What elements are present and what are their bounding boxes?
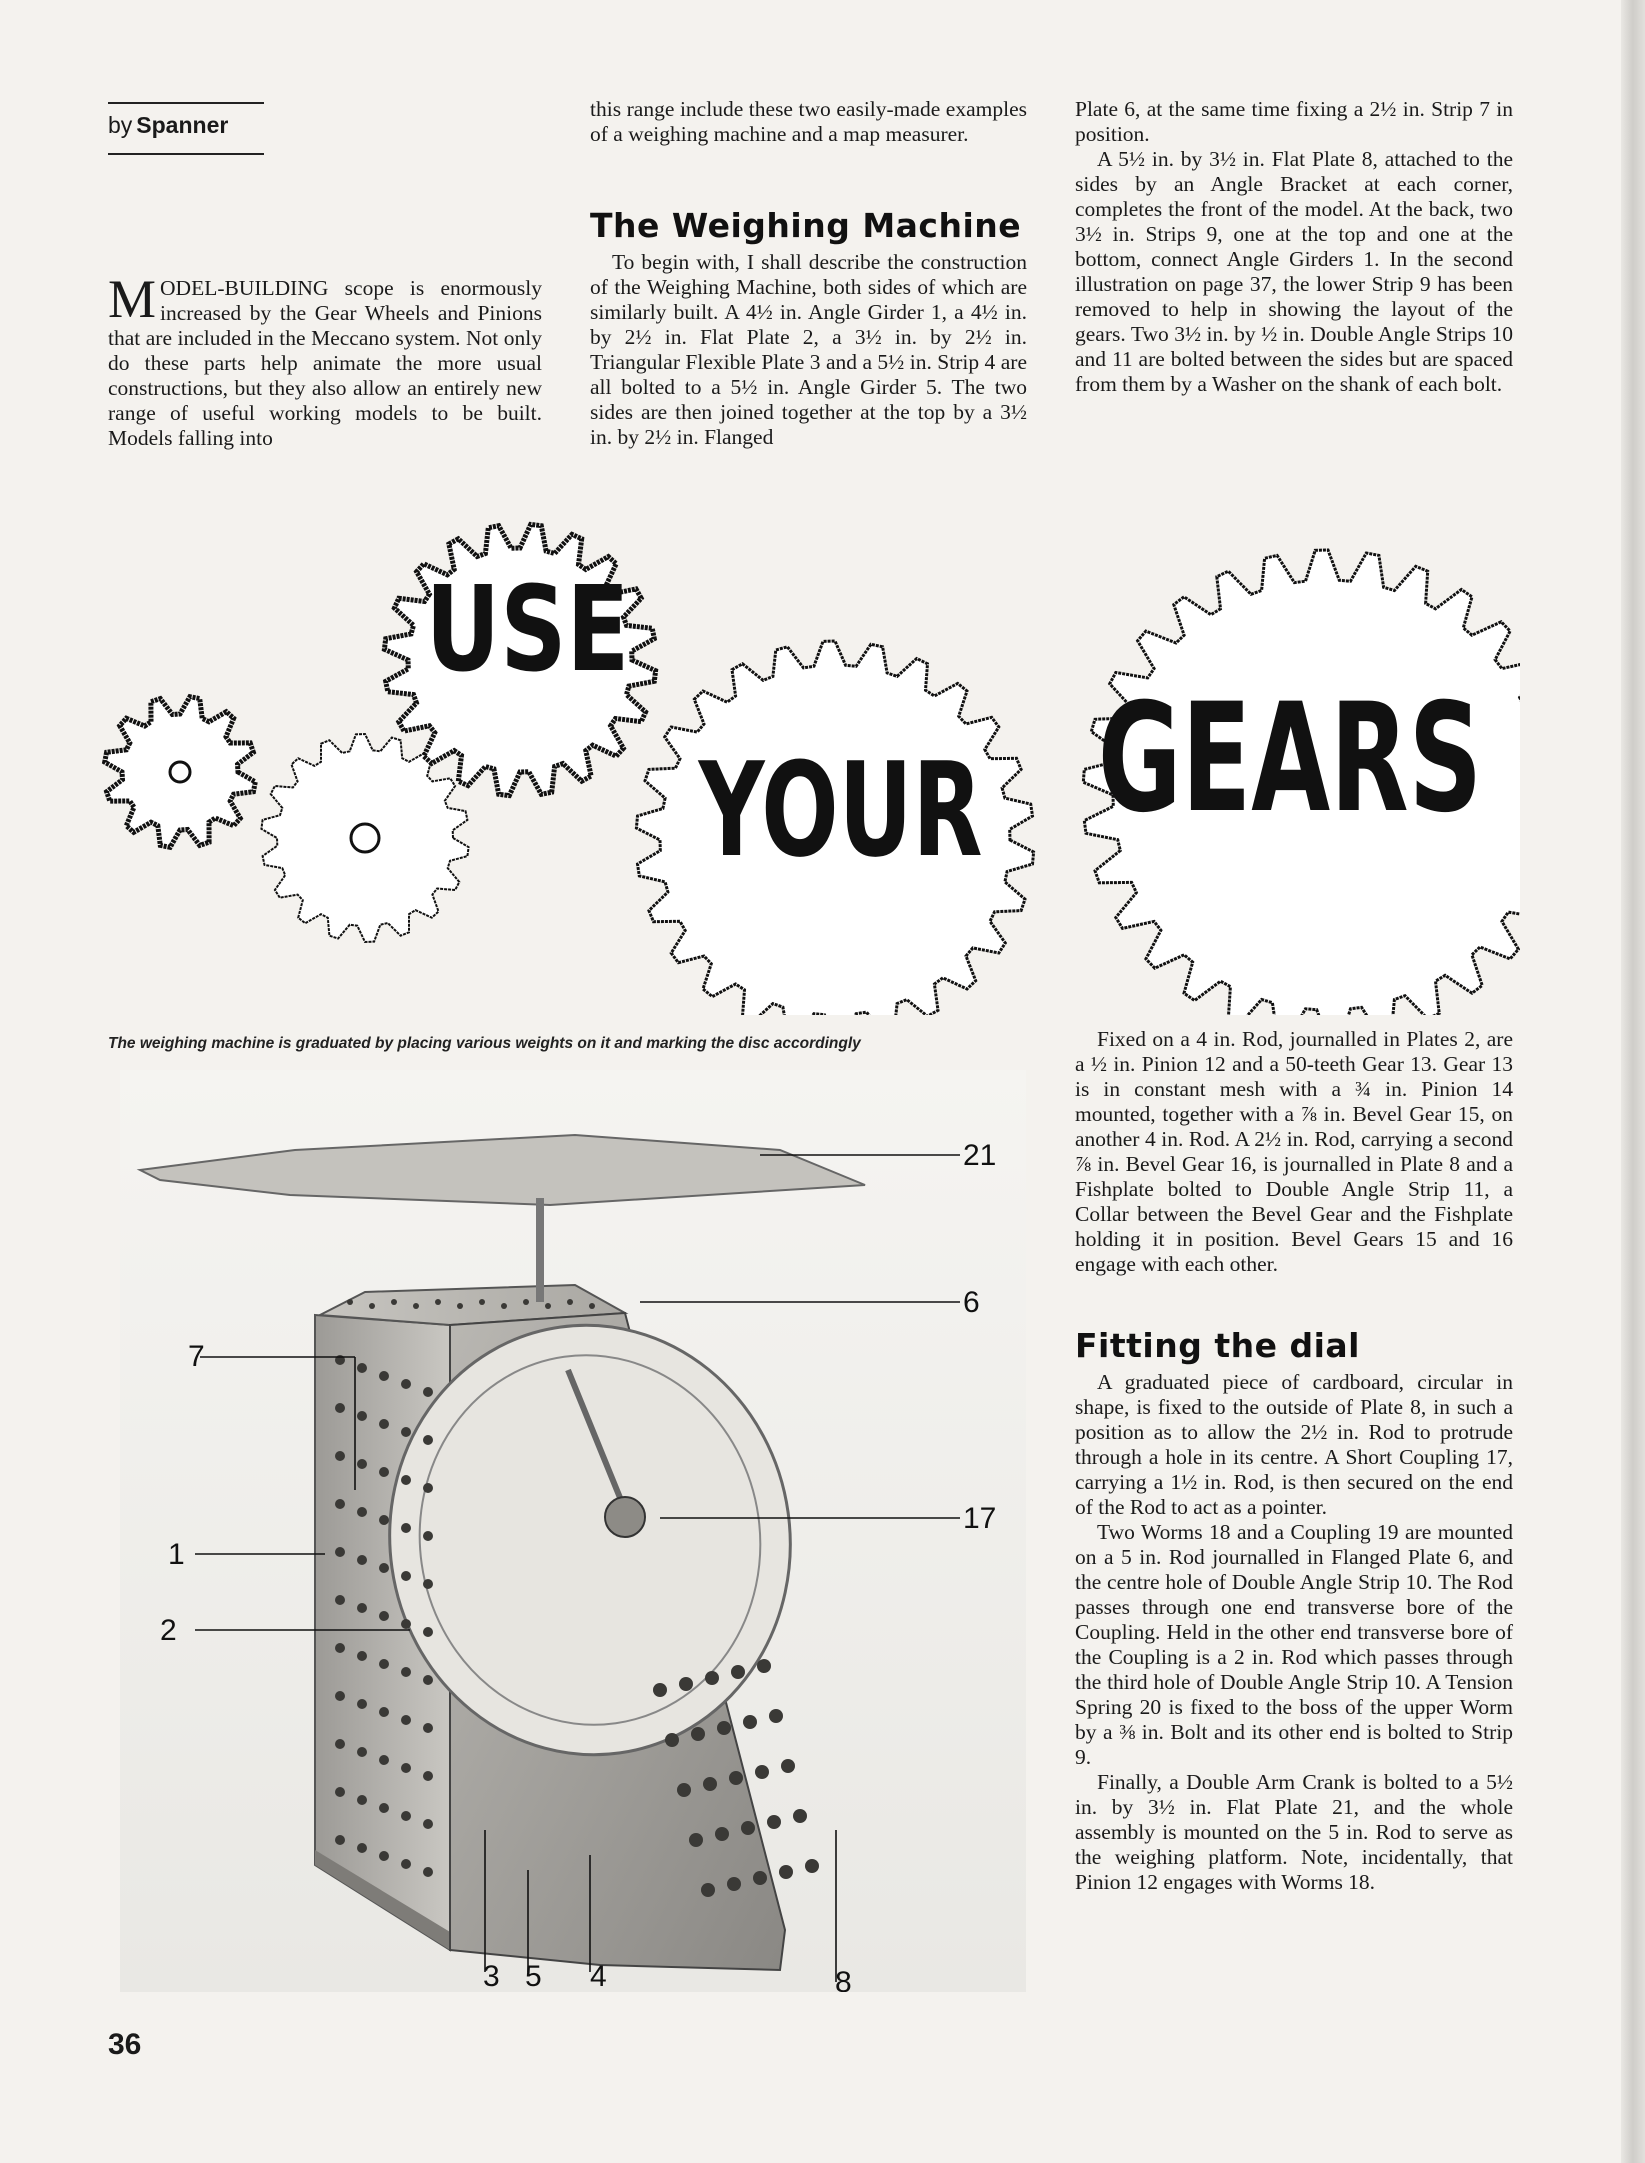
side-plate-hole: [357, 1603, 367, 1613]
side-plate-hole: [423, 1627, 433, 1637]
label-17: 17: [963, 1502, 997, 1535]
intro-text: ODEL-BUILDING scope is enormously increased by the Gear Wheels and Pinions that are included in the Meccano system. Not only do these parts help animate the more usual constructions, but they also allow an entirely new range of useful working models to be built. Models falling into: [108, 276, 542, 450]
side-plate-hole: [401, 1619, 411, 1629]
label-1: 1: [168, 1538, 185, 1571]
top-plate-hole: [567, 1299, 573, 1305]
front-plate-hole: [653, 1683, 667, 1697]
side-plate-hole: [423, 1435, 433, 1445]
front-plate-hole: [753, 1871, 767, 1885]
front-plate-hole: [779, 1865, 793, 1879]
side-plate-hole: [357, 1651, 367, 1661]
col3-paragraph-1: Plate 6, at the same time fixing a 2½ in. Strip 7 in position.: [1075, 97, 1513, 146]
photo-caption: The weighing machine is graduated by placing various weights on it and marking the disc accordingly: [108, 1035, 861, 1052]
top-plate-hole: [479, 1299, 485, 1305]
front-plate-hole: [715, 1827, 729, 1841]
dial-paragraph-3: Finally, a Double Arm Crank is bolted to a 5½ in. by 3½ in. Flat Plate 21, and the whole assembly is mounted on the 5 in. Rod to serve as the weighing platform. Note, incidentally, that Pinion 12 engages with Worms 18.: [1075, 1770, 1513, 1894]
front-plate-hole: [755, 1765, 769, 1779]
heading-weighing-machine: The Weighing Machine: [590, 206, 1022, 245]
side-plate-hole: [401, 1859, 411, 1869]
small-gear-left: [105, 697, 256, 848]
top-plate-hole: [589, 1303, 595, 1309]
front-plate-hole: [805, 1859, 819, 1873]
side-plate-hole: [379, 1371, 389, 1381]
top-plate-hole: [391, 1299, 397, 1305]
front-plate-hole: [793, 1809, 807, 1823]
page-edge: [1621, 0, 1645, 2163]
label-3: 3: [483, 1960, 500, 1992]
front-plate-hole: [781, 1759, 795, 1773]
side-plate-hole: [335, 1787, 345, 1797]
side-plate-hole: [379, 1707, 389, 1717]
byline: [108, 102, 264, 155]
side-plate-hole: [335, 1643, 345, 1653]
side-plate-hole: [379, 1851, 389, 1861]
dial-paragraph-2: Two Worms 18 and a Coupling 19 are mounted on a 5 in. Rod journalled in Flanged Plate 6, and the centre hole of Double Angle Strip 10. The Rod passes through one end transverse bore of the Coupling. Held in the other end transverse bore of the Coupling is a 2 in. Rod which passes through the third hole of Double Angle Strip 10. A Tension Spring 20 is fixed to the boss of the upper Worm by a ⅜ in. Bolt and its other end is bolted to Strip 9.: [1075, 1520, 1513, 1769]
title-gears: [100, 495, 1520, 1015]
label-8: 8: [835, 1966, 852, 1992]
front-plate-hole: [757, 1659, 771, 1673]
side-plate-hole: [401, 1427, 411, 1437]
side-plate-hole: [357, 1555, 367, 1565]
side-plate-hole: [335, 1595, 345, 1605]
side-plate-hole: [423, 1483, 433, 1493]
coupling: [605, 1497, 645, 1537]
byline-prefix: by: [108, 112, 133, 138]
weighing-column: [590, 250, 1027, 450]
side-plate-hole: [335, 1499, 345, 1509]
front-plate-hole: [731, 1665, 745, 1679]
side-plate-hole: [357, 1843, 367, 1853]
intro-column: [108, 269, 542, 451]
side-plate-hole: [379, 1755, 389, 1765]
front-plate-hole: [677, 1783, 691, 1797]
side-plate-hole: [379, 1611, 389, 1621]
label-21: 21: [963, 1139, 997, 1172]
small-gear-middle: [261, 734, 468, 942]
side-plate-hole: [379, 1467, 389, 1477]
side-plate-hole: [379, 1419, 389, 1429]
dial-column: [1075, 1370, 1513, 1895]
front-plate-hole: [691, 1727, 705, 1741]
front-plate-hole: [689, 1833, 703, 1847]
top-plate-hole: [369, 1303, 375, 1309]
side-plate-hole: [335, 1739, 345, 1749]
side-plate-hole: [401, 1379, 411, 1389]
side-plate-hole: [357, 1507, 367, 1517]
label-6: 6: [963, 1286, 980, 1319]
side-plate-hole: [401, 1571, 411, 1581]
label-5: 5: [525, 1960, 542, 1992]
title-word-gears: GEARS: [1097, 672, 1483, 847]
byline-author: Spanner: [136, 112, 229, 138]
heading-fitting-dial: Fitting the dial: [1075, 1326, 1360, 1365]
front-plate-hole: [729, 1771, 743, 1785]
front-plate-hole: [767, 1815, 781, 1829]
front-plate-hole: [701, 1883, 715, 1897]
side-plate-hole: [335, 1451, 345, 1461]
side-plate-hole: [401, 1523, 411, 1533]
side-plate-hole: [401, 1763, 411, 1773]
side-plate-hole: [379, 1659, 389, 1669]
label-2: 2: [160, 1614, 177, 1647]
col2-top-text: this range include these two easily-made examples of a weighing machine and a map measurer.: [590, 97, 1027, 146]
side-plate-hole: [335, 1403, 345, 1413]
col3-paragraph-2: A 5½ in. by 3½ in. Flat Plate 8, attached to the sides by an Angle Bracket at each corner, completes the front of the model. At the back, two 3½ in. Strips 9, one at the top and one at the bottom, connect Angle Girders 1. In the second illustration on page 37, the lower Strip 9 has been removed to help in showing the layout of the gears. Two 3½ in. by ½ in. Double Angle Strips 10 and 11 are bolted between the sides but are spaced from them by a Washer on the shank of each bolt.: [1075, 147, 1513, 396]
side-plate-hole: [423, 1675, 433, 1685]
side-plate-hole: [423, 1771, 433, 1781]
side-plate-hole: [401, 1475, 411, 1485]
side-plate-hole: [401, 1667, 411, 1677]
top-plate-hole: [347, 1299, 353, 1305]
front-plate-hole: [703, 1777, 717, 1791]
column-three-bottom: [1075, 1027, 1513, 1277]
top-plate-hole: [435, 1299, 441, 1305]
side-plate-hole: [379, 1515, 389, 1525]
side-plate-hole: [335, 1691, 345, 1701]
side-plate-hole: [357, 1411, 367, 1421]
front-plate-hole: [705, 1671, 719, 1685]
side-plate-hole: [357, 1363, 367, 1373]
title-word-use: USE: [425, 560, 630, 698]
label-7: 7: [188, 1340, 205, 1373]
front-plate-hole: [741, 1821, 755, 1835]
side-plate-hole: [401, 1811, 411, 1821]
side-plate-hole: [357, 1747, 367, 1757]
front-plate-hole: [743, 1715, 757, 1729]
front-plate-hole: [679, 1677, 693, 1691]
drop-cap: M: [108, 269, 157, 329]
side-plate-hole: [335, 1835, 345, 1845]
column-two-top: [590, 97, 1027, 147]
side-plate-hole: [423, 1579, 433, 1589]
side-plate-hole: [423, 1819, 433, 1829]
top-plate-hole: [457, 1303, 463, 1309]
side-plate-hole: [357, 1459, 367, 1469]
side-plate-hole: [423, 1723, 433, 1733]
front-plate-hole: [727, 1877, 741, 1891]
side-plate-hole: [357, 1795, 367, 1805]
page-number: 36: [108, 2028, 142, 2061]
side-plate-hole: [357, 1699, 367, 1709]
front-plate-hole: [769, 1709, 783, 1723]
front-plate-hole: [717, 1721, 731, 1735]
top-plate-hole: [501, 1303, 507, 1309]
side-plate-hole: [379, 1803, 389, 1813]
gear-train-paragraph: Fixed on a 4 in. Rod, journalled in Plates 2, are a ½ in. Pinion 12 and a 50-teeth Gear 13. Gear 13 is in constant mesh with a ¾ in. Pinion 14 mounted, together with a ⅞ in. Bevel Gear 15, on another 4 in. Rod. A 2½ in. Rod, carrying a second ⅞ in. Bevel Gear 16, is journalled in Plate 8 and a Fishplate bolted to Double Angle Strip 11, a Collar between the Bevel Gear and the Fishplate holding it in position. Bevel Gears 15 and 16 engage with each other.: [1075, 1027, 1513, 1276]
top-plate-hole: [413, 1303, 419, 1309]
side-plate-hole: [423, 1867, 433, 1877]
title-word-your: YOUR: [698, 735, 983, 887]
dial-paragraph-1: A graduated piece of cardboard, circular in shape, is fixed to the outside of Plate 8, in such a position as to allow the 2½ in. Rod to protrude through a hole in its centre. A Short Coupling 17, carrying a 1½ in. Rod, is then secured on the end of the Rod to act as a pointer.: [1075, 1370, 1513, 1519]
side-plate-hole: [335, 1547, 345, 1557]
front-plate-hole: [665, 1733, 679, 1747]
label-4: 4: [590, 1960, 607, 1992]
weighing-paragraph: To begin with, I shall describe the construction of the Weighing Machine, both sides of which are similarly built. A 4½ in. Angle Girder 1, a 4½ in. by 2½ in. Flat Plate 2, a 3½ in. by 2½ in. Triangular Flexible Plate 3 and a 5½ in. Strip 4 are all bolted to a 5½ in. Angle Girder 5. The two sides are then joined together at the top by a 3½ in. by 2½ in. Flanged: [590, 250, 1027, 449]
column-three-top: [1075, 97, 1513, 397]
side-plate-hole: [379, 1563, 389, 1573]
side-plate-hole: [423, 1387, 433, 1397]
side-plate-hole: [401, 1715, 411, 1725]
side-plate-hole: [423, 1531, 433, 1541]
top-plate-hole: [523, 1299, 529, 1305]
top-plate-hole: [545, 1303, 551, 1309]
weighing-machine-photo: [120, 1070, 1026, 1992]
